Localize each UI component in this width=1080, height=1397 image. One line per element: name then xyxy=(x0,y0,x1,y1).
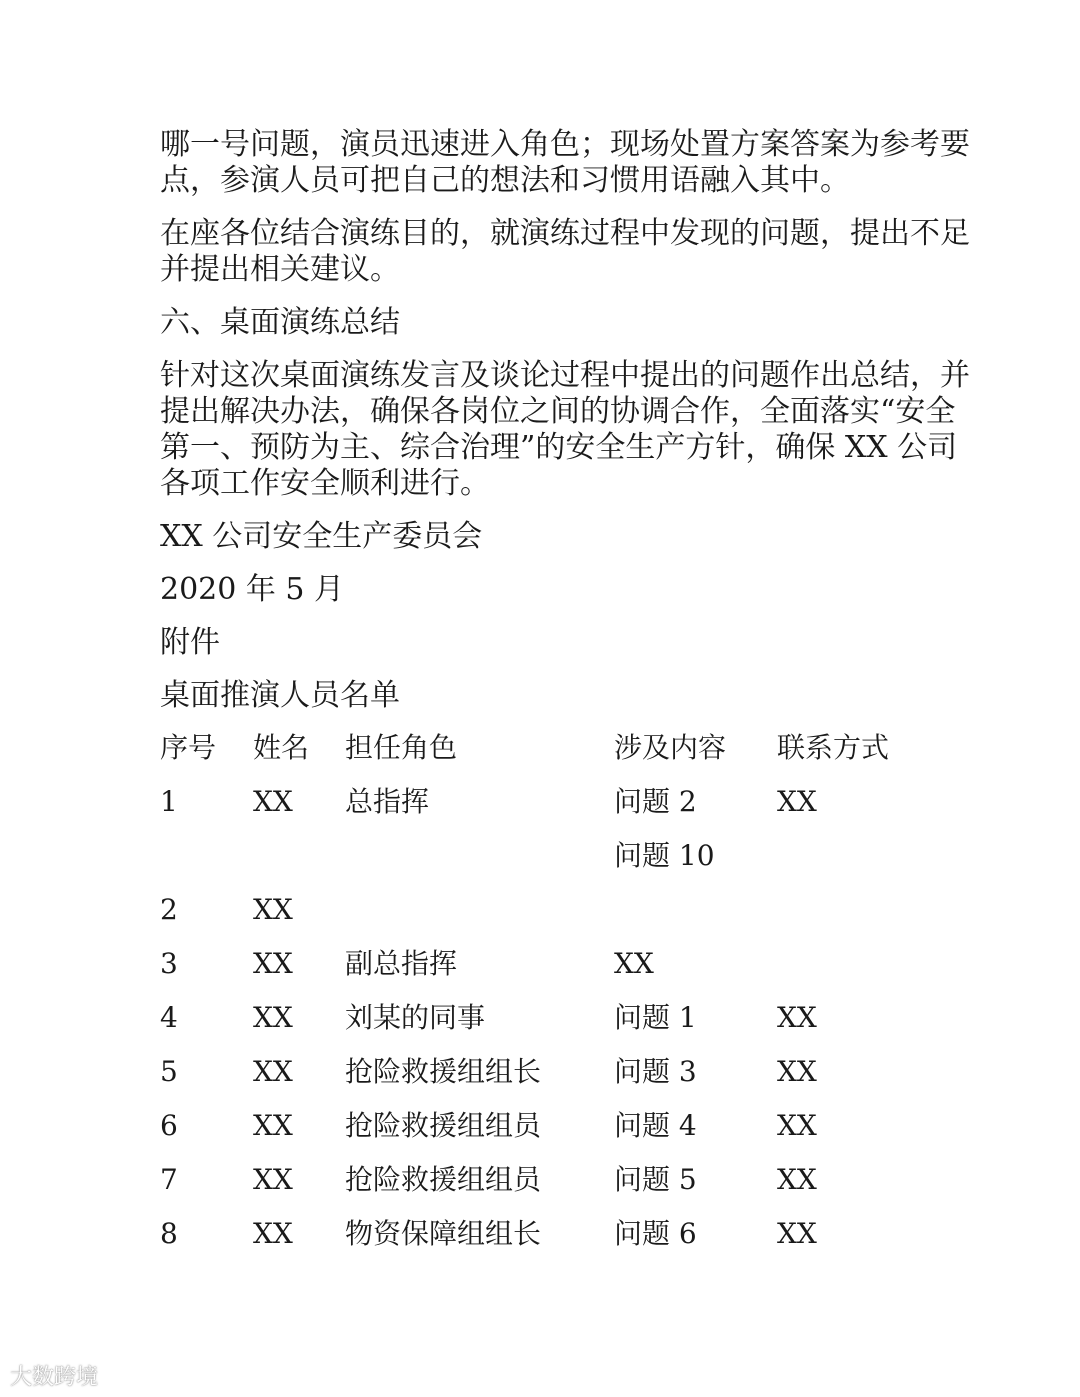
text-line: 在座各位结合演练目的，就演练过程中发现的问题，提出不足 xyxy=(160,216,970,251)
table-cell: 问题 3 xyxy=(614,1055,697,1088)
table-header-row xyxy=(160,730,960,784)
watermark-text: 大数跨境 xyxy=(10,1365,99,1390)
table-row xyxy=(160,1162,960,1216)
table-cell xyxy=(614,892,777,946)
text-line: 2020 年 5 月 xyxy=(160,572,345,607)
table-cell xyxy=(345,838,614,892)
text-line: 提出解决办法，确保各岗位之间的协调合作，全面落实“安全 xyxy=(160,394,956,429)
table-cell: 1 xyxy=(160,785,178,818)
table-cell: 副总指挥 xyxy=(345,947,458,980)
table-cell: XX xyxy=(614,947,654,980)
text-line: 哪一号问题，演员迅速进入角色；现场处置方案答案为参考要 xyxy=(160,127,970,162)
table-cell xyxy=(253,838,345,892)
table-cell: 总指挥 xyxy=(345,785,430,818)
text-line: 桌面推演人员名单 xyxy=(160,678,400,713)
table-cell: 问题 2 xyxy=(614,785,697,818)
table-cell: XX xyxy=(253,1109,293,1142)
table-cell: 抢险救援组组员 xyxy=(345,1163,542,1196)
table-cell: XX xyxy=(253,785,293,818)
table-cell: XX xyxy=(777,785,817,818)
table-row xyxy=(160,1054,960,1108)
table-cell: XX xyxy=(253,893,293,926)
table-cell: 问题 6 xyxy=(614,1217,697,1250)
table-row xyxy=(160,1000,960,1054)
table-cell: XX xyxy=(777,1217,817,1250)
table-row xyxy=(160,784,960,838)
table-cell xyxy=(345,892,614,946)
table-cell: 担任角色 xyxy=(345,731,458,764)
table-row xyxy=(160,946,960,1000)
table-cell: XX xyxy=(777,1055,817,1088)
table-cell: 抢险救援组组员 xyxy=(345,1109,542,1142)
paragraph xyxy=(160,572,960,608)
table-cell: XX xyxy=(777,1163,817,1196)
table-cell: 涉及内容 xyxy=(614,731,727,764)
watermark-logo xyxy=(10,1360,98,1391)
table-cell: 姓名 xyxy=(253,731,310,764)
table-cell: XX xyxy=(777,1001,817,1034)
table-cell: XX xyxy=(777,1109,817,1142)
text-line: XX 公司安全生产委员会 xyxy=(160,519,483,554)
table-cell xyxy=(160,838,253,892)
table-cell: 7 xyxy=(160,1163,178,1196)
table-cell: XX xyxy=(253,947,293,980)
table-cell: XX xyxy=(253,1217,293,1250)
text-line: 第一、预防为主、综合治理”的安全生产方针，确保 XX 公司 xyxy=(160,430,958,465)
paragraph xyxy=(160,678,960,714)
text-line: 各项工作安全顺利进行。 xyxy=(160,466,490,501)
paragraph xyxy=(160,358,970,502)
text-line: 点，参演人员可把自己的想法和习惯用语融入其中。 xyxy=(160,163,850,198)
table-cell: 抢险救援组组长 xyxy=(345,1055,542,1088)
table-cell: 问题 5 xyxy=(614,1163,697,1196)
table-cell: 刘某的同事 xyxy=(345,1001,486,1034)
table-cell xyxy=(777,946,937,1000)
table-row xyxy=(160,1216,960,1270)
text-line: 附件 xyxy=(160,625,220,660)
paragraph xyxy=(160,216,970,288)
table-row xyxy=(160,838,960,892)
paragraph xyxy=(160,127,970,199)
table-cell: 5 xyxy=(160,1055,178,1088)
document-body xyxy=(160,127,970,731)
table-cell: 2 xyxy=(160,893,178,926)
paragraph xyxy=(160,625,960,661)
paragraph xyxy=(160,519,960,555)
table-cell: 联系方式 xyxy=(777,731,890,764)
table-row xyxy=(160,892,960,946)
table-cell xyxy=(777,838,937,892)
table-cell: 物资保障组组长 xyxy=(345,1217,542,1250)
paragraph xyxy=(160,305,960,341)
table-cell: 序号 xyxy=(160,731,217,764)
table-cell: 4 xyxy=(160,1001,178,1034)
text-line: 并提出相关建议。 xyxy=(160,252,400,287)
text-line: 六、桌面演练总结 xyxy=(160,305,400,340)
table-cell: XX xyxy=(253,1163,293,1196)
table-cell: 8 xyxy=(160,1217,178,1250)
table-row xyxy=(160,1108,960,1162)
table-cell xyxy=(777,892,937,946)
table-cell: 问题 4 xyxy=(614,1109,697,1142)
table-cell: 3 xyxy=(160,947,178,980)
table-cell: XX xyxy=(253,1055,293,1088)
table-cell: 问题 1 xyxy=(614,1001,697,1034)
table-cell: 问题 10 xyxy=(614,839,715,872)
table-cell: XX xyxy=(253,1001,293,1034)
text-line: 针对这次桌面演练发言及谈论过程中提出的问题作出总结，并 xyxy=(160,358,970,393)
table-cell: 6 xyxy=(160,1109,178,1142)
personnel-table xyxy=(160,730,960,1270)
